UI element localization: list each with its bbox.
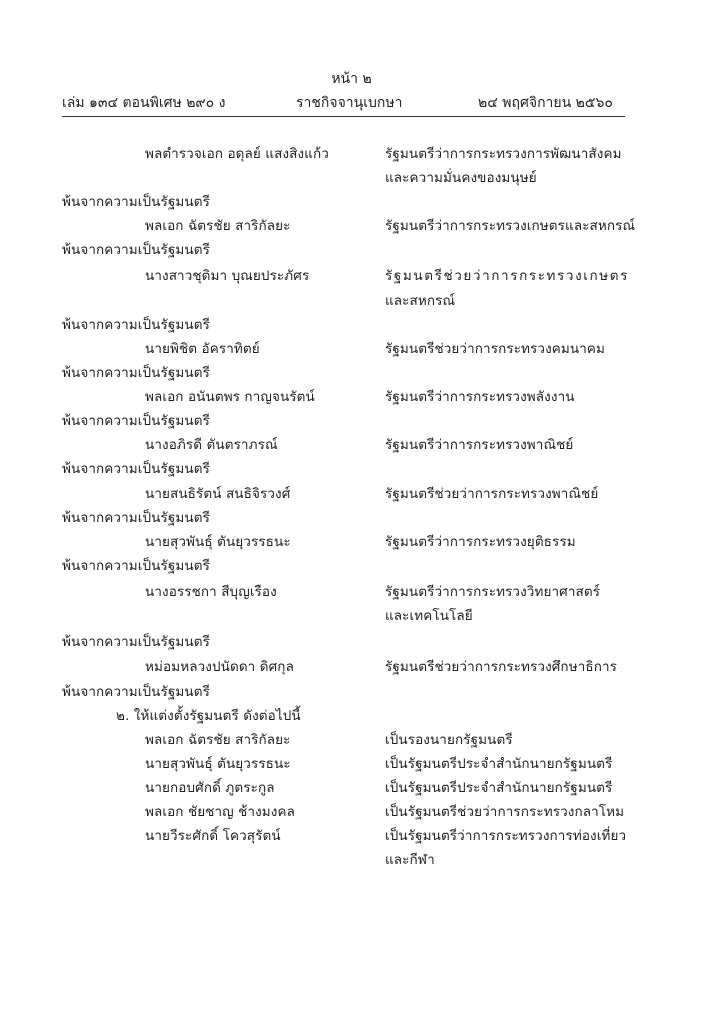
minister-position: รัฐมนตรีว่าการกระทรวงเกษตรและสหกรณ์ — [385, 218, 636, 234]
minister-position: รัฐมนตรีว่าการกระทรวงพาณิชย์ — [385, 437, 574, 453]
minister-position-cont: และความมั่นคงของมนุษย์ — [385, 170, 537, 186]
removal-note: พ้นจากความเป็นรัฐมนตรี — [62, 242, 210, 258]
minister-position-cont: และสหกรณ์ — [385, 293, 456, 309]
minister-name: พลเอก อนันตพร กาญจนรัตน์ — [145, 389, 315, 405]
minister-position: รัฐมนตรีว่าการกระทรวงวิทยาศาสตร์ — [385, 584, 601, 600]
page-number: หน้า ๒ — [331, 71, 372, 87]
appointee-name: นายสุวพันธุ์ ตันยุวรรธนะ — [145, 756, 291, 772]
appointee-position: เป็นรัฐมนตรีว่าการกระทรวงการท่องเที่ยว — [385, 828, 627, 844]
removal-note: พ้นจากความเป็นรัฐมนตรี — [62, 510, 210, 526]
removal-note: พ้นจากความเป็นรัฐมนตรี — [62, 684, 210, 700]
minister-name: นางอรรชกา สีบุญเรือง — [145, 584, 277, 600]
minister-name: นายสุวพันธุ์ ตันยุวรรธนะ — [145, 534, 291, 550]
minister-name: พลเอก ฉัตรชัย สาริกัลยะ — [145, 218, 291, 234]
removal-note: พ้นจากความเป็นรัฐมนตรี — [62, 194, 210, 210]
gazette-date: ๒๔ พฤศจิกายน ๒๕๖๐ — [478, 95, 613, 111]
minister-position: รัฐมนตรีช่วยว่าการกระทรวงศึกษาธิการ — [385, 659, 618, 675]
gazette-volume: เล่ม ๑๓๔ ตอนพิเศษ ๒๙๐ ง — [62, 95, 226, 111]
removal-note: พ้นจากความเป็นรัฐมนตรี — [62, 365, 210, 381]
minister-name: พลตำรวจเอก อดุลย์ แสงสิงแก้ว — [145, 146, 329, 162]
removal-note: พ้นจากความเป็นรัฐมนตรี — [62, 461, 210, 477]
minister-name: นางสาวชุติมา บุณยประภัศร — [145, 268, 310, 284]
appointee-position: เป็นรองนายกรัฐมนตรี — [385, 732, 513, 748]
removal-note: พ้นจากความเป็นรัฐมนตรี — [62, 317, 210, 333]
minister-position: รัฐมนตรีช่วยว่าการกระทรวงพาณิชย์ — [385, 486, 599, 502]
appointee-position: เป็นรัฐมนตรีประจำสำนักนายกรัฐมนตรี — [385, 780, 613, 796]
removal-note: พ้นจากความเป็นรัฐมนตรี — [62, 558, 210, 574]
removal-note: พ้นจากความเป็นรัฐมนตรี — [62, 413, 210, 429]
appointee-name: นายวีระศักดิ์ โควสุรัตน์ — [145, 828, 281, 844]
appointee-name: พลเอก ฉัตรชัย สาริกัลยะ — [145, 732, 291, 748]
minister-name: นางอภิรดี ตันตราภรณ์ — [145, 437, 278, 453]
minister-position: รัฐมนตรีช่วยว่าการกระทรวงเกษตร — [385, 268, 629, 284]
header-rule — [62, 116, 625, 117]
appointee-position-cont: และกีฬา — [385, 852, 435, 868]
gazette-title: ราชกิจจานุเบกษา — [296, 95, 403, 111]
minister-position: รัฐมนตรีช่วยว่าการกระทรวงคมนาคม — [385, 341, 606, 357]
section-2-heading: ๒. ให้แต่งตั้งรัฐมนตรี ดังต่อไปนี้ — [116, 708, 301, 724]
minister-position: รัฐมนตรีว่าการกระทรวงพลังงาน — [385, 389, 575, 405]
minister-name: นายพิชิต อัคราทิตย์ — [145, 341, 260, 357]
appointee-position: เป็นรัฐมนตรีประจำสำนักนายกรัฐมนตรี — [385, 756, 613, 772]
appointee-position: เป็นรัฐมนตรีช่วยว่าการกระทรวงกลาโหม — [385, 804, 625, 820]
minister-position: รัฐมนตรีว่าการกระทรวงยุติธรรม — [385, 534, 576, 550]
minister-name: หม่อมหลวงปนัดดา ดิศกุล — [145, 659, 294, 675]
appointee-name: นายกอบศักดิ์ ภูตระกูล — [145, 780, 275, 796]
removal-note: พ้นจากความเป็นรัฐมนตรี — [62, 634, 210, 650]
minister-position-cont: และเทคโนโลยี — [385, 608, 473, 624]
appointee-name: พลเอก ชัยชาญ ช้างมงคล — [145, 804, 295, 820]
minister-position: รัฐมนตรีว่าการกระทรวงการพัฒนาสังคม — [385, 146, 622, 162]
minister-name: นายสนธิรัตน์ สนธิจิรวงศ์ — [145, 486, 291, 502]
